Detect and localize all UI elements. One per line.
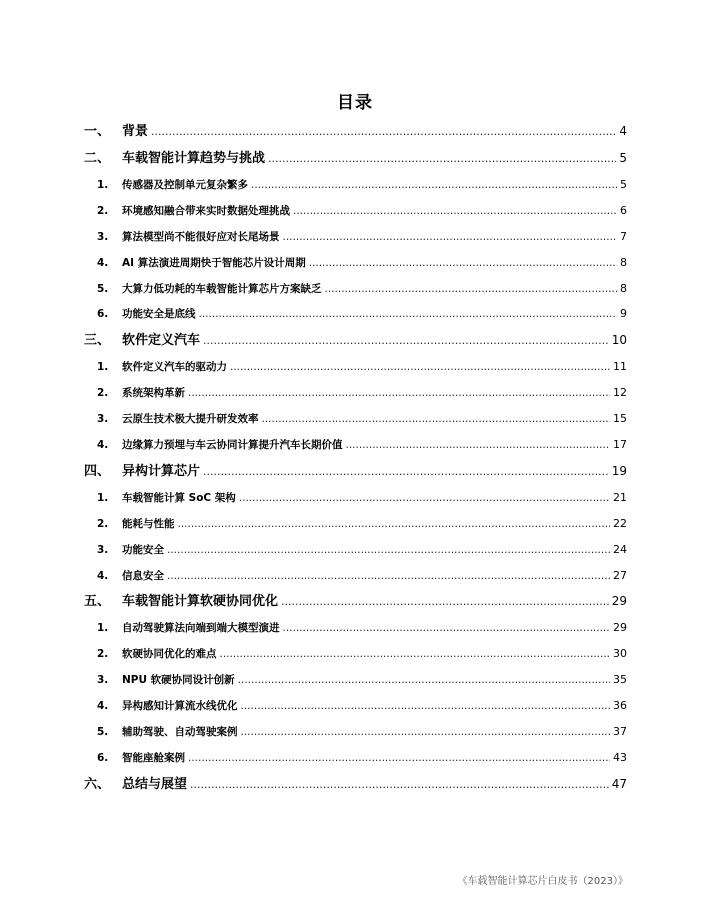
toc-entry-number: 四、 xyxy=(84,463,111,479)
toc-chapter-entry[interactable] xyxy=(82,327,627,354)
toc-entry-label: 能耗与性能 xyxy=(122,517,175,530)
toc-section-entry[interactable] xyxy=(82,485,627,511)
toc-entry-number: 3. xyxy=(97,413,109,426)
toc-entry-number: 一、 xyxy=(84,124,111,139)
toc-entry-page-number: 29 xyxy=(611,594,627,609)
toc-entry-page-number: 19 xyxy=(611,463,627,478)
toc-entry-page-number: 37 xyxy=(613,725,627,739)
toc-entry-page-number: 11 xyxy=(613,360,627,374)
toc-entry-label: 功能安全 xyxy=(122,543,164,556)
toc-entry-label: 传感器及控制单元复杂繁多 xyxy=(122,179,248,191)
toc-entry-page-number: 7 xyxy=(620,229,627,243)
toc-entry-label: 软件定义汽车的驱动力 xyxy=(122,361,227,374)
toc-entry-label: 功能安全是底线 xyxy=(122,308,196,321)
dot-leader xyxy=(199,302,618,328)
toc-entry-number: 4. xyxy=(97,569,109,582)
dot-leader xyxy=(283,616,611,642)
toc-section-entry[interactable] xyxy=(82,301,627,327)
toc-section-entry[interactable] xyxy=(82,432,627,458)
toc-entry-label: 系统架构革新 xyxy=(122,387,185,400)
toc-title: 目录 xyxy=(337,93,373,113)
toc-chapter-entry[interactable] xyxy=(82,588,627,615)
dot-leader xyxy=(230,355,610,381)
toc-entry-number: 2. xyxy=(97,387,109,400)
dot-leader xyxy=(251,173,617,199)
dot-leader xyxy=(241,720,611,746)
toc-section-entry[interactable] xyxy=(82,276,627,302)
toc-section-entry[interactable] xyxy=(82,224,627,250)
dot-leader xyxy=(188,746,610,772)
dot-leader xyxy=(325,277,618,303)
dot-leader xyxy=(167,564,610,590)
toc-entry-number: 二、 xyxy=(84,151,111,166)
toc-entry-label: 辅助驾驶、自动驾驶案例 xyxy=(122,726,238,739)
dot-leader xyxy=(220,642,611,668)
toc-section-entry[interactable] xyxy=(82,537,627,563)
dot-leader xyxy=(268,145,616,172)
toc-entry-page-number: 8 xyxy=(620,255,627,269)
toc-entry-number: 4. xyxy=(97,256,109,269)
toc-entry-label: 算法模型尚不能很好应对长尾场景 xyxy=(122,230,280,243)
toc-section-entry[interactable] xyxy=(82,172,627,198)
page-footer: 《车载智能计算芯片白皮书（2023）》 xyxy=(457,876,628,887)
toc-entry-number: 1. xyxy=(97,179,109,191)
toc-section-entry[interactable] xyxy=(82,380,627,406)
toc-entry-number: 2. xyxy=(97,517,109,530)
toc-entry-page-number: 5 xyxy=(619,151,627,165)
toc-entry-label: 软硬协同优化的难点 xyxy=(122,648,217,661)
toc-entry-page-number: 9 xyxy=(620,307,627,321)
dot-leader xyxy=(239,486,610,512)
toc-entry-number: 2. xyxy=(97,204,109,217)
toc-entry-page-number: 17 xyxy=(613,438,627,452)
toc-entry-number: 6. xyxy=(97,308,109,321)
dot-leader xyxy=(346,433,611,459)
dot-leader xyxy=(283,225,618,251)
toc-section-entry[interactable] xyxy=(82,563,627,589)
toc-entry-label: AI 算法演进周期快于智能芯片设计周期 xyxy=(122,256,306,269)
dot-leader xyxy=(241,694,611,720)
toc-section-entry[interactable] xyxy=(82,641,627,667)
toc-section-entry[interactable] xyxy=(82,198,627,224)
toc-entry-page-number: 21 xyxy=(613,490,627,504)
toc-entry-label: 智能座舱案例 xyxy=(122,751,185,764)
toc-entry-page-number: 24 xyxy=(613,542,627,556)
toc-entry-page-number: 15 xyxy=(613,412,627,426)
toc-entry-page-number: 4 xyxy=(619,124,627,138)
toc-entry-page-number: 36 xyxy=(613,699,627,713)
toc-chapter-entry[interactable] xyxy=(82,458,627,485)
toc-entry-number: 1. xyxy=(97,361,109,374)
toc-entry-number: 1. xyxy=(97,491,109,504)
toc-section-entry[interactable] xyxy=(82,719,627,745)
dot-leader xyxy=(293,199,617,225)
toc-entry-label: 异构感知计算流水线优化 xyxy=(122,700,238,713)
toc-entry-number: 五、 xyxy=(84,594,111,610)
toc-entry-page-number: 5 xyxy=(620,178,627,191)
toc-entry-page-number: 27 xyxy=(613,568,627,582)
toc-chapter-entry[interactable] xyxy=(82,771,627,798)
dot-leader xyxy=(238,668,610,694)
dot-leader xyxy=(167,538,610,564)
toc-entry-label: 背景 xyxy=(122,124,149,139)
toc-entry-label: 车载智能计算趋势与挑战 xyxy=(122,151,266,166)
toc-entry-page-number: 8 xyxy=(620,281,627,295)
toc-entry-page-number: 6 xyxy=(620,203,627,217)
toc-entry-number: 三、 xyxy=(84,333,111,349)
toc-section-entry[interactable] xyxy=(82,511,627,537)
toc-entry-number: 6. xyxy=(97,751,109,764)
table-of-contents xyxy=(82,118,627,798)
toc-section-entry[interactable] xyxy=(82,250,627,276)
toc-section-entry[interactable] xyxy=(82,354,627,380)
toc-entry-label: 异构计算芯片 xyxy=(122,463,201,479)
toc-entry-label: 边缘算力预埋与车云协同计算提升汽车长期价值 xyxy=(122,439,343,452)
toc-section-entry[interactable] xyxy=(82,745,627,771)
toc-entry-label: 车载智能计算软硬协同优化 xyxy=(122,594,279,610)
toc-entry-label: 车载智能计算 SoC 架构 xyxy=(122,491,236,504)
toc-entry-number: 5. xyxy=(97,282,109,295)
toc-entry-label: 信息安全 xyxy=(122,569,164,582)
dot-leader xyxy=(151,118,616,145)
toc-entry-page-number: 35 xyxy=(613,673,627,687)
toc-entry-number: 5. xyxy=(97,726,109,739)
toc-entry-page-number: 43 xyxy=(613,750,627,764)
toc-entry-label: 总结与展望 xyxy=(122,776,188,792)
toc-section-entry[interactable] xyxy=(82,615,627,641)
dot-leader xyxy=(262,407,611,433)
toc-entry-page-number: 29 xyxy=(613,621,627,635)
toc-entry-label: 大算力低功耗的车载智能计算芯片方案缺乏 xyxy=(122,282,322,295)
dot-leader xyxy=(309,251,617,277)
toc-section-entry[interactable] xyxy=(82,667,627,693)
toc-entry-number: 4. xyxy=(97,439,109,452)
dot-leader xyxy=(281,588,609,615)
toc-entry-label: 云原生技术极大提升研发效率 xyxy=(122,413,259,426)
toc-entry-label: 自动驾驶算法向端到端大模型演进 xyxy=(122,622,280,635)
dot-leader xyxy=(203,327,609,354)
toc-entry-label: 软件定义汽车 xyxy=(122,333,201,349)
dot-leader xyxy=(178,512,611,538)
toc-entry-number: 1. xyxy=(97,622,109,635)
toc-entry-number: 3. xyxy=(97,230,109,243)
toc-entry-page-number: 22 xyxy=(613,516,627,530)
toc-chapter-entry[interactable] xyxy=(82,118,627,145)
toc-entry-label: 环境感知融合带来实时数据处理挑战 xyxy=(122,204,290,217)
toc-chapter-entry[interactable] xyxy=(82,145,627,172)
toc-section-entry[interactable] xyxy=(82,693,627,719)
toc-entry-page-number: 12 xyxy=(613,386,627,400)
toc-entry-number: 3. xyxy=(97,543,109,556)
toc-entry-page-number: 47 xyxy=(611,776,627,791)
toc-section-entry[interactable] xyxy=(82,406,627,432)
dot-leader xyxy=(190,771,609,798)
toc-entry-page-number: 10 xyxy=(611,333,627,348)
toc-entry-number: 3. xyxy=(97,674,109,687)
toc-entry-number: 4. xyxy=(97,700,109,713)
dot-leader xyxy=(188,381,610,407)
toc-entry-number: 2. xyxy=(97,648,109,661)
dot-leader xyxy=(203,458,609,485)
toc-entry-page-number: 30 xyxy=(613,647,627,661)
toc-entry-number: 六、 xyxy=(84,776,111,792)
toc-entry-label: NPU 软硬协同设计创新 xyxy=(122,674,235,687)
